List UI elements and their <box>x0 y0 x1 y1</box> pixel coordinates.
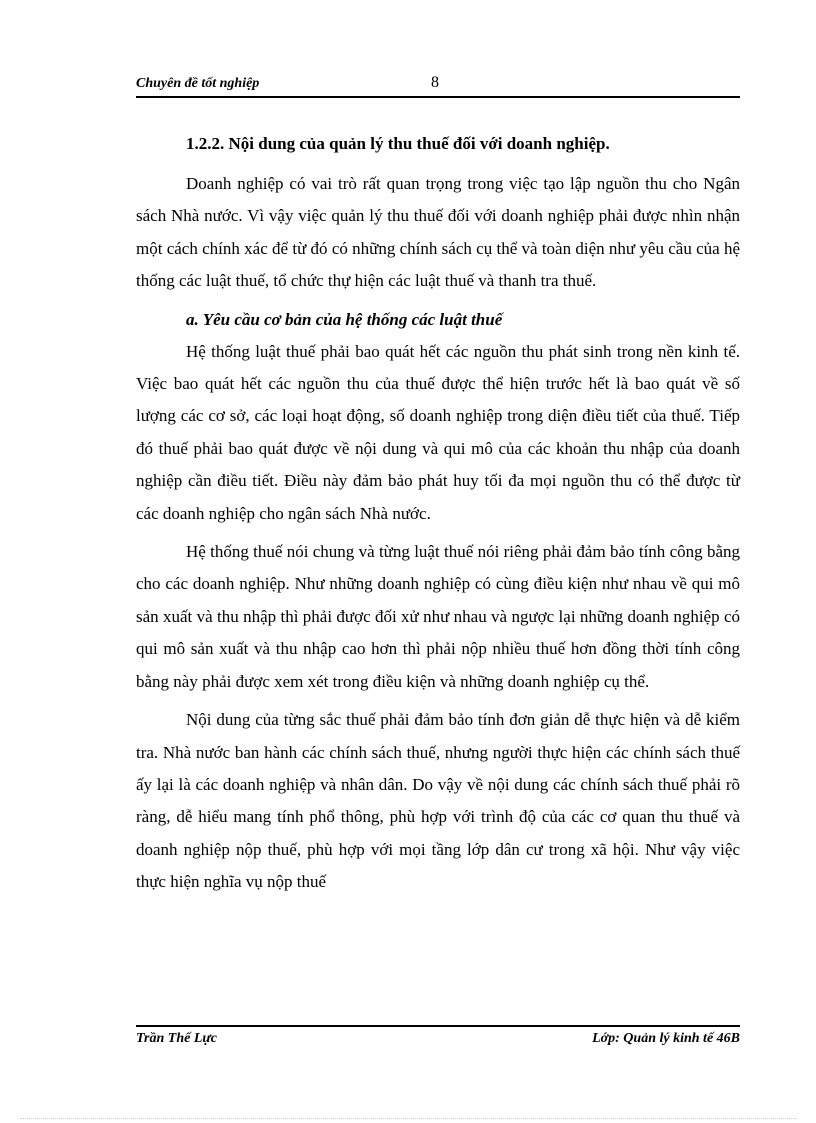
intro-paragraph: Doanh nghiệp có vai trò rất quan trọng trong việc tạo lập nguồn thu cho Ngân sách Nhà nước. Vì vậy việc quản lý thu thuế đối với doanh nghiệp phải được nhìn nhận một cách chính xác để từ đó có những chính sách cụ thể và toàn diện như yêu cầu của hệ thống các luật thuế, tổ chức thự hiện các luật thuế và thanh tra thuế. <box>136 174 740 291</box>
body-paragraph: Hệ thống thuế nói chung và từng luật thuế nói riêng phải đảm bảo tính công bằng cho các doanh nghiệp. Như những doanh nghiệp có cùng điều kiện như nhau về qui mô sản xuất và thu nhập thì phải được đối xử như nhau và ngược lại những doanh nghiệp có qui mô sản xuất và thu nhập cao hơn thì phải nộp nhiều thuế hơn đồng thời tính công bằng này phải được xem xét trong điều kiện và những doanh nghiệp cụ thể. <box>136 542 740 691</box>
body-paragraph: Hệ thống luật thuế phải bao quát hết các nguồn thu phát sinh trong nền kinh tế. Việc bao quát hết các nguồn thu của thuế được thể hiện trước hết là bao quát về số lượng các cơ sở, các loại hoạt động, số doanh nghiệp trong diện điều tiết của thuế. Tiếp đó thuế phải bao quát được về nội dung và qui mô của các khoản thu nhập của doanh nghiệp cần điều tiết. Điều này đảm bảo phát huy tối đa mọi nguồn thu có thể được từ các doanh nghiệp cho ngân sách Nhà nước. <box>136 341 740 523</box>
page-footer <box>136 1025 740 1049</box>
document-title: Chuyên đề tốt nghiệp <box>136 76 260 91</box>
page-edge-divider <box>20 1118 796 1119</box>
author-name: Trần Thế Lực <box>136 1031 217 1046</box>
body-paragraph: Nội dung của từng sắc thuế phải đảm bảo tính đơn giản dễ thực hiện và dễ kiểm tra. Nhà nước ban hành các chính sách thuế, nhưng người thực hiện các chính sách thuế ấy lại là các doanh nghiệp và nhân dân. Do vậy về nội dung các chính sách thuế phải rõ ràng, dễ hiểu mang tính phổ thông, phù hợp với trình độ của các cơ quan thu thuế và doanh nghiệp nộp thuế, phù hợp với mọi tầng lớp dân cư trong xã hội. Như vậy việc thực hiện nghĩa vụ nộp thuế <box>136 710 740 892</box>
page-header <box>136 74 740 98</box>
page-number: 8 <box>431 74 439 91</box>
subsection-heading: a. Yêu cầu cơ bản của hệ thống các luật thuế <box>186 309 503 329</box>
class-label: Lớp: Quản lý kinh tế 46B <box>592 1031 740 1046</box>
section-heading: 1.2.2. Nội dung của quản lý thu thuế đối với doanh nghiệp. <box>186 134 610 153</box>
page-body <box>136 128 740 905</box>
